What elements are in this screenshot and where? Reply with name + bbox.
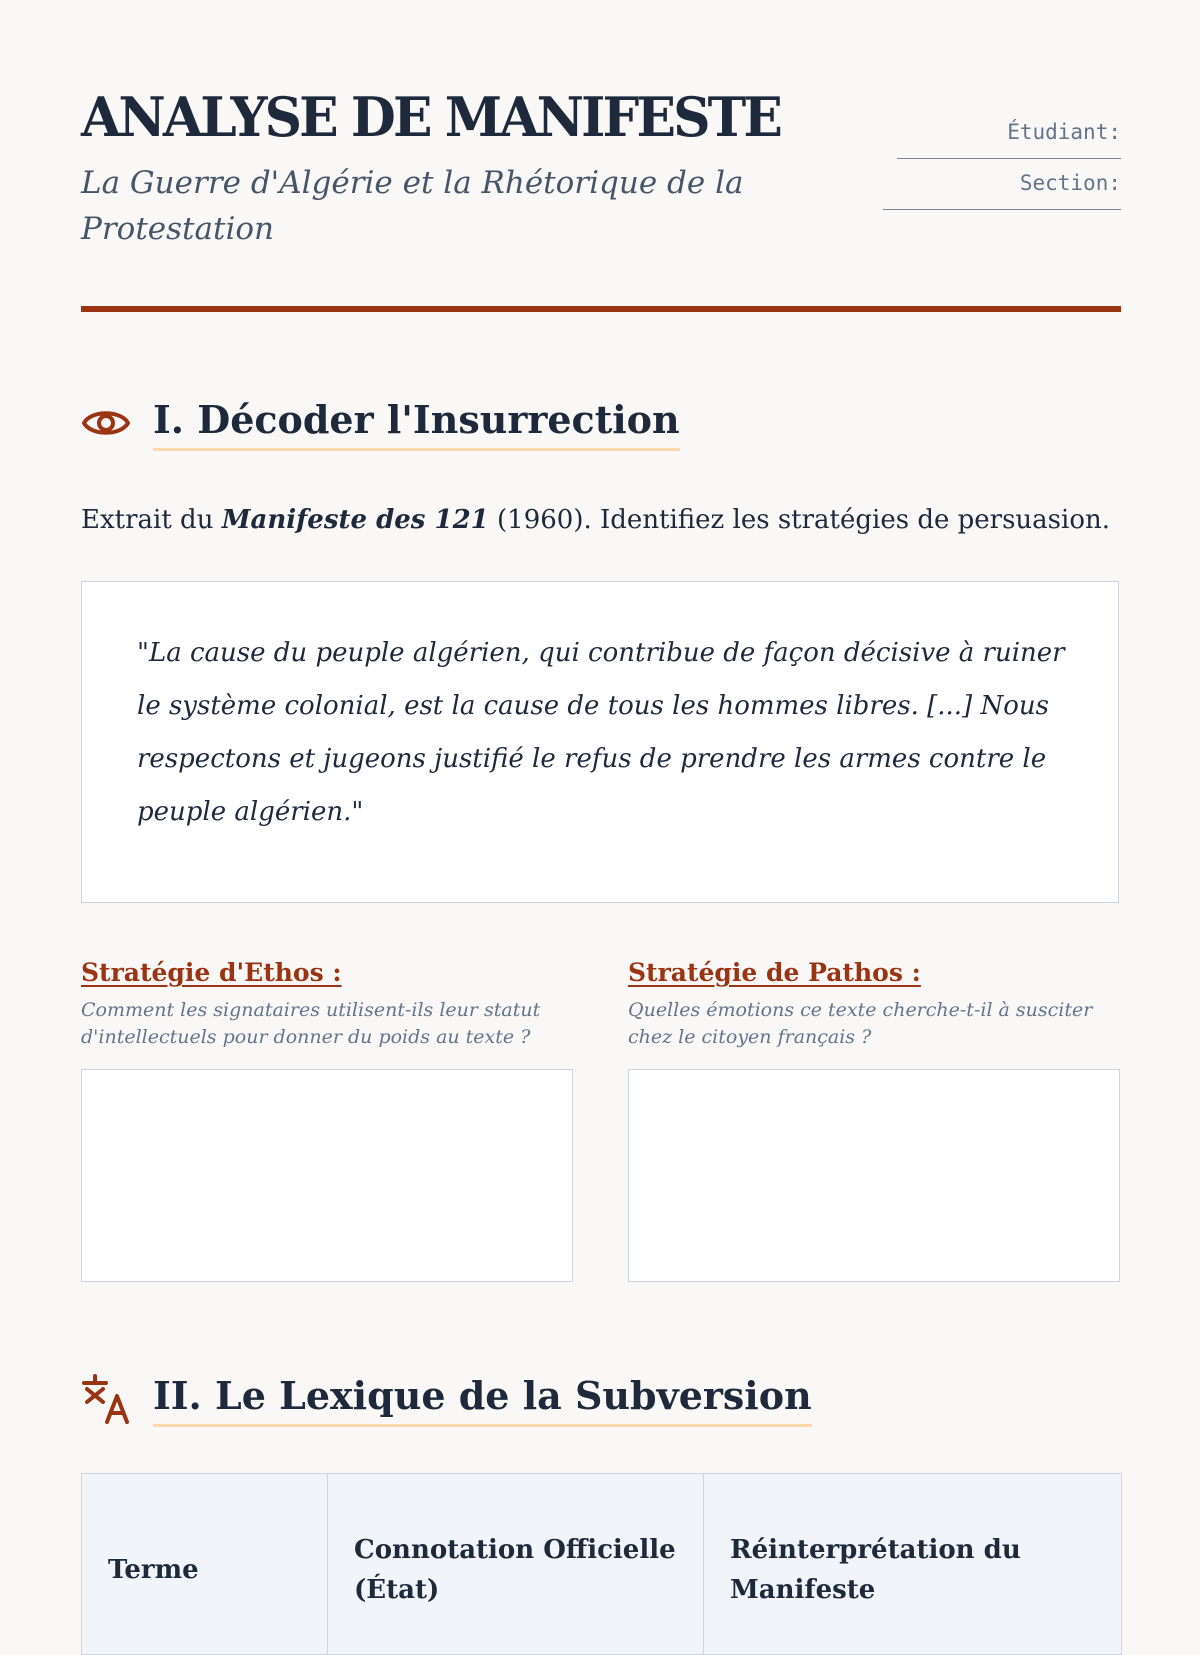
ethos-title: Stratégie d'Ethos : (81, 958, 342, 987)
ethos-block (81, 955, 573, 1282)
quote-box (81, 581, 1119, 903)
student-field[interactable] (883, 118, 1121, 169)
worksheet-page (81, 0, 1121, 1605)
student-blank-line[interactable] (897, 158, 1121, 159)
pathos-prompt: Quelles émotions ce texte cherche-t-il à susciter chez le citoyen français ? (628, 999, 1093, 1048)
header-divider (81, 306, 1121, 312)
ethos-answer-box[interactable] (81, 1069, 573, 1282)
table-header-row (82, 1474, 1122, 1655)
student-meta (883, 118, 1121, 210)
column-header-reinterpretation: Réinterprétation du Manifeste (704, 1474, 1122, 1655)
pathos-block (628, 955, 1120, 1282)
document-subtitle: La Guerre d'Algérie et la Rhétorique de la Protestation (81, 165, 744, 247)
pathos-answer-box[interactable] (628, 1069, 1120, 1282)
section-1-heading (81, 394, 680, 451)
column-header-term: Terme (82, 1474, 328, 1655)
intro-suffix: (1960). Identifiez les stratégies de persuasion. (488, 505, 1110, 535)
section-label: Section: (1019, 171, 1121, 195)
pathos-title: Stratégie de Pathos : (628, 958, 921, 987)
lexicon-table (81, 1473, 1122, 1655)
section-1-title: I. Décoder l'Insurrection (153, 394, 680, 451)
section-2-heading (81, 1370, 812, 1427)
intro-prefix: Extrait du (81, 505, 222, 535)
eye-icon (81, 398, 131, 448)
student-label: Étudiant: (1007, 120, 1121, 144)
section-field[interactable] (883, 169, 1121, 210)
translate-icon (81, 1374, 131, 1424)
ethos-prompt: Comment les signataires utilisent-ils leur statut d'intellectuels pour donner du poids au texte ? (81, 999, 541, 1048)
document-title: ANALYSE DE MANIFESTE (81, 85, 780, 149)
manifesto-quote: "La cause du peuple algérien, qui contribue de façon décisive à ruiner le système colonial, est la cause de tous les hommes libres. [...] Nous respectons et jugeons justifié le refus de prendre les armes contre le peuple algérien." (137, 638, 1065, 827)
worksheet-header (81, 0, 1121, 312)
intro-work-title: Manifeste des 121 (221, 505, 489, 535)
section-2-title: II. Le Lexique de la Subversion (153, 1370, 812, 1427)
section-blank-line[interactable] (883, 209, 1121, 210)
section-1-intro (81, 500, 1110, 540)
column-header-official: Connotation Officielle (État) (328, 1474, 704, 1655)
